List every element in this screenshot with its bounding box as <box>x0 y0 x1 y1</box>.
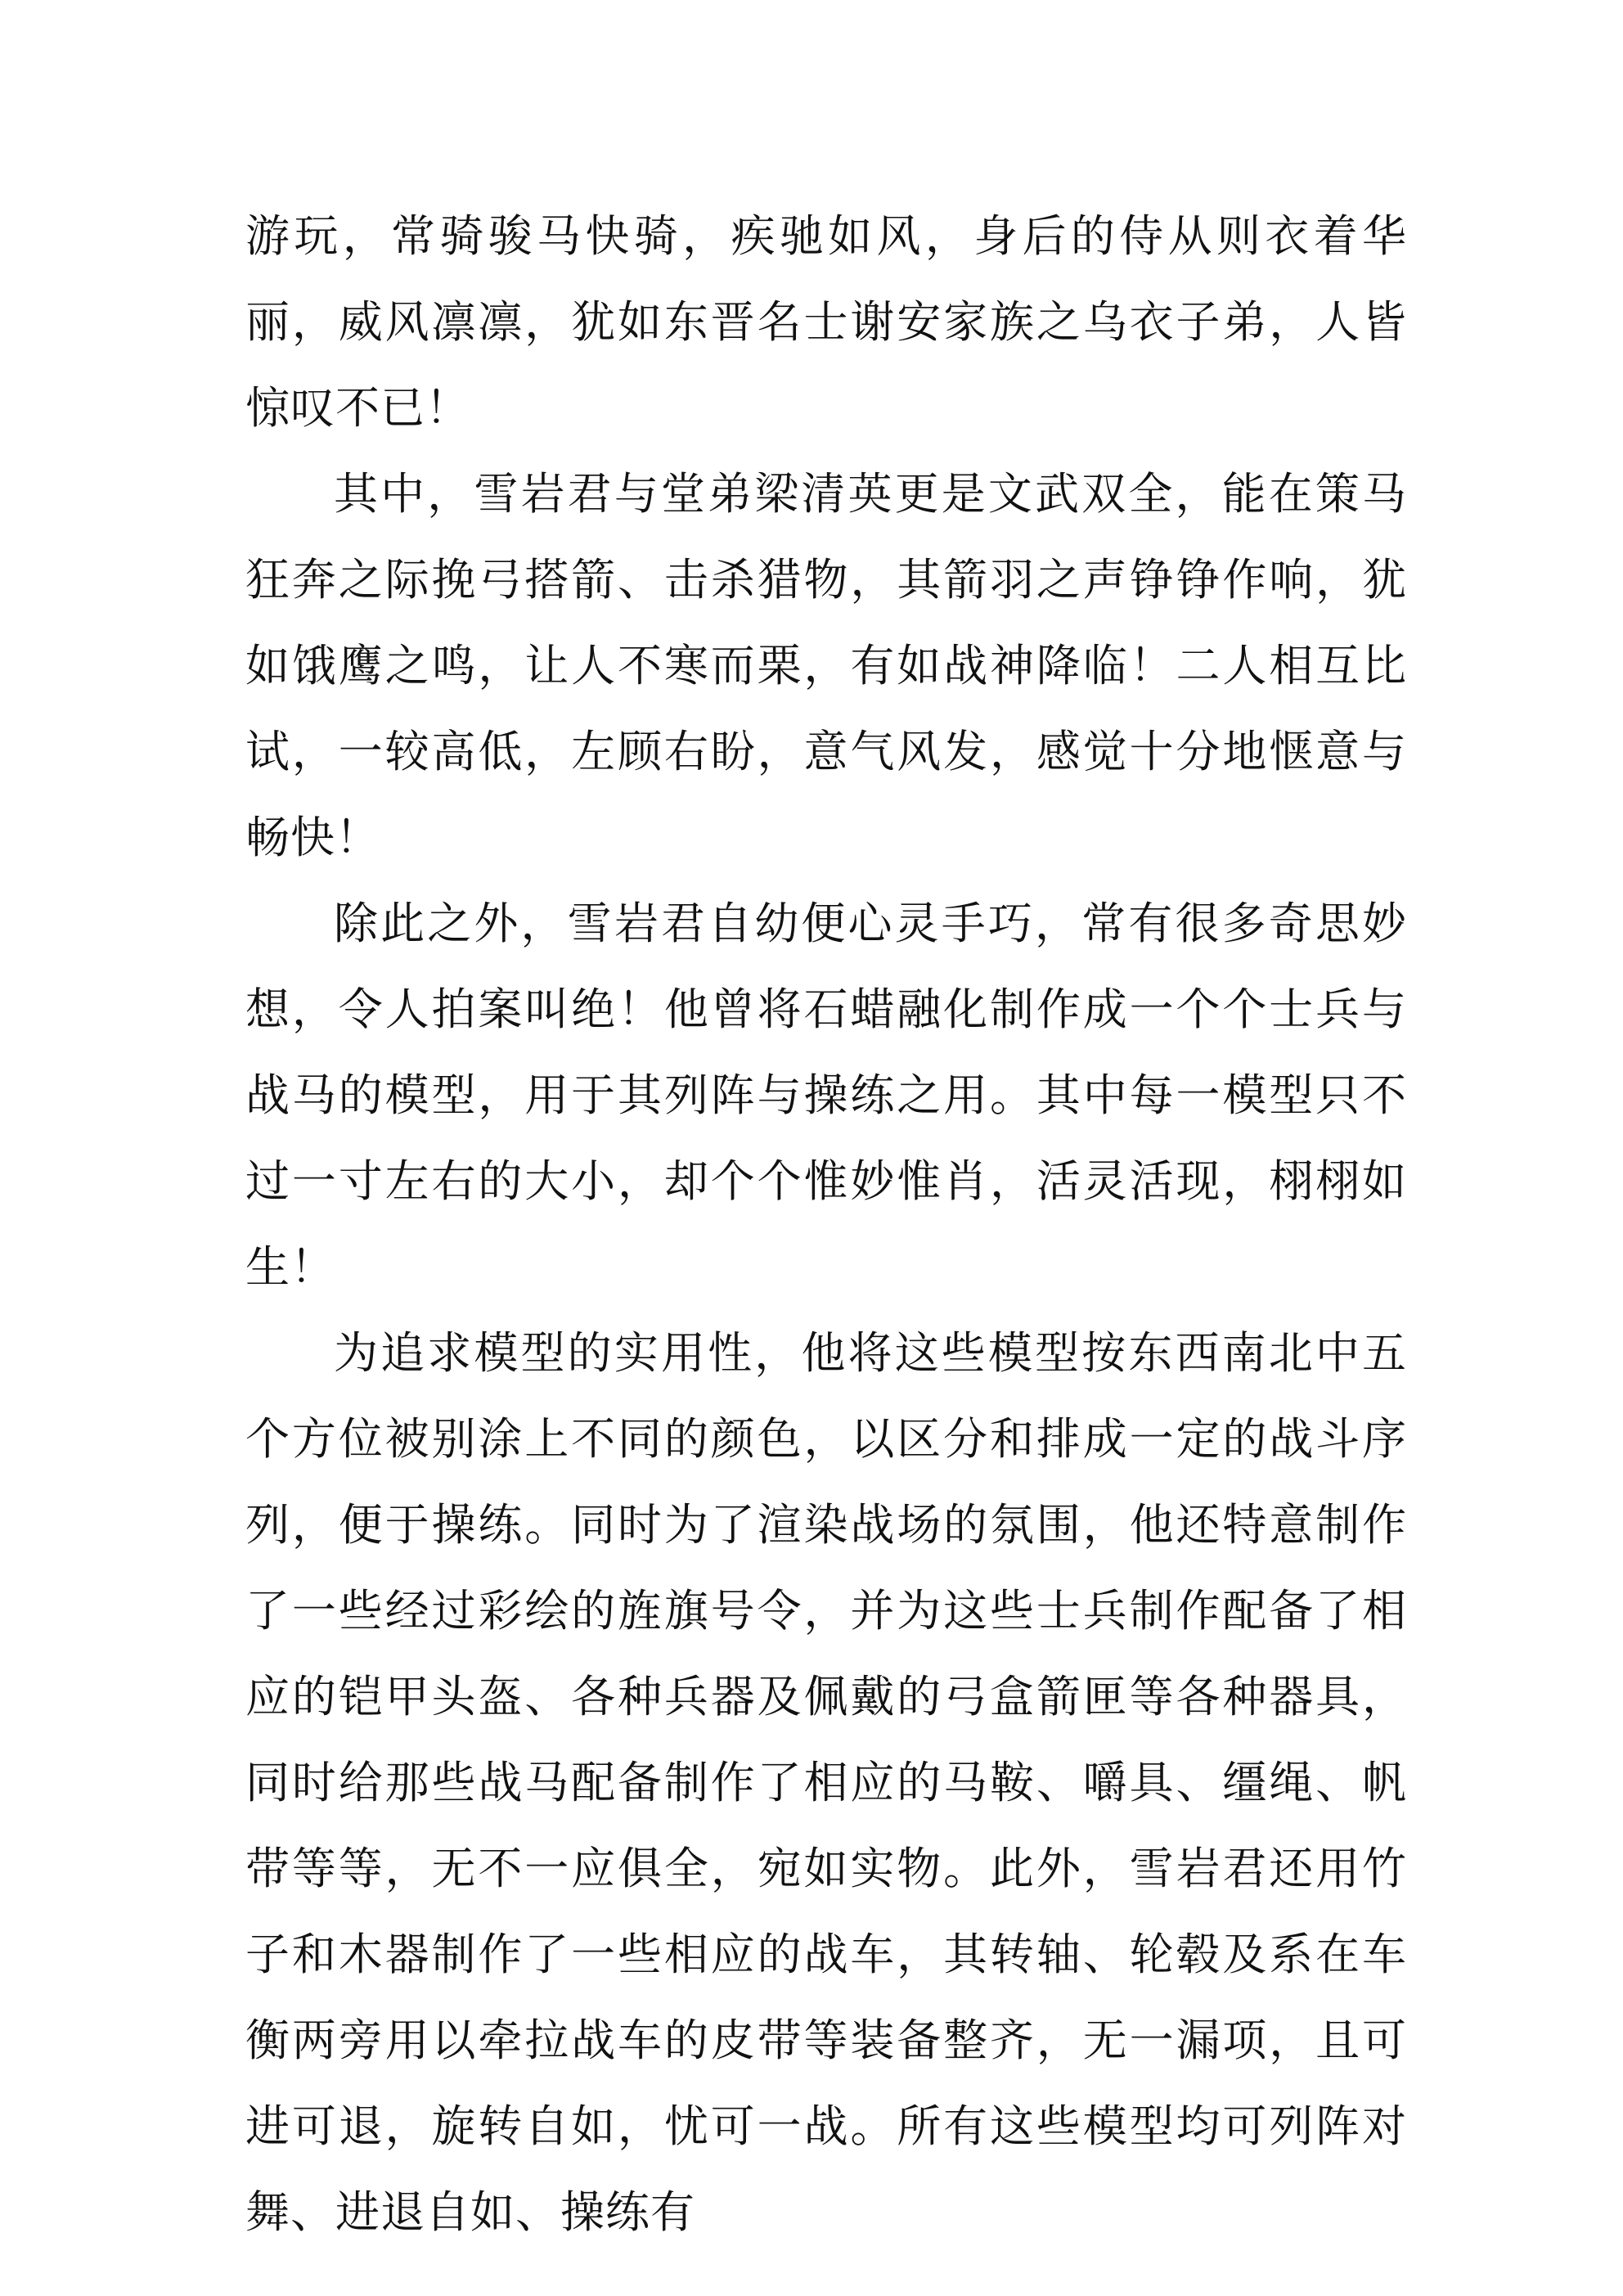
paragraph-xueyan-and-cousin: 其中，雪岩君与堂弟梁清英更是文武双全，能在策马狂奔之际挽弓搭箭、击杀猎物，其箭羽之声铮铮作响，犹如饿鹰之鸣，让人不寒而栗，有如战神降临！二人相互比试，一较高低，左顾右盼，意气风发，感觉十分地惬意与畅快！ <box>245 468 1407 863</box>
paragraph-continuation: 游玩，常骑骏马快骑，疾驰如风，身后的侍从则衣着华丽，威风凛凛，犹如东晋名士谢安家族之乌衣子弟，人皆惊叹不已！ <box>245 210 1407 434</box>
paragraph-wax-models: 除此之外，雪岩君自幼便心灵手巧，常有很多奇思妙想，令人拍案叫绝！他曾将石蜡融化制作成一个个士兵与战马的模型，用于其列阵与操练之用。其中每一模型只不过一寸左右的大小，却个个惟妙惟肖，活灵活现，栩栩如生！ <box>245 898 1407 1293</box>
body-text <box>245 193 1407 2255</box>
paragraph-model-details: 为追求模型的实用性，他将这些模型按东西南北中五个方位被别涂上不同的颜色，以区分和排成一定的战斗序列，便于操练。同时为了渲染战场的氛围，他还特意制作了一些经过彩绘的旌旗号令，并为这些士兵制作配备了相应的铠甲头盔、各种兵器及佩戴的弓盒箭匣等各种器具，同时给那些战马配备制作了相应的马鞍、嚼具、缰绳、帆带等等，无不一应俱全，宛如实物。此外，雪岩君还用竹子和木器制作了一些相应的战车，其转轴、轮毂及系在车衡两旁用以牵拉战车的皮带等装备整齐，无一漏项，且可进可退，旋转自如，忧可一战。所有这些模型均可列阵对舞、进退自如、操练有 <box>245 1327 1407 2238</box>
